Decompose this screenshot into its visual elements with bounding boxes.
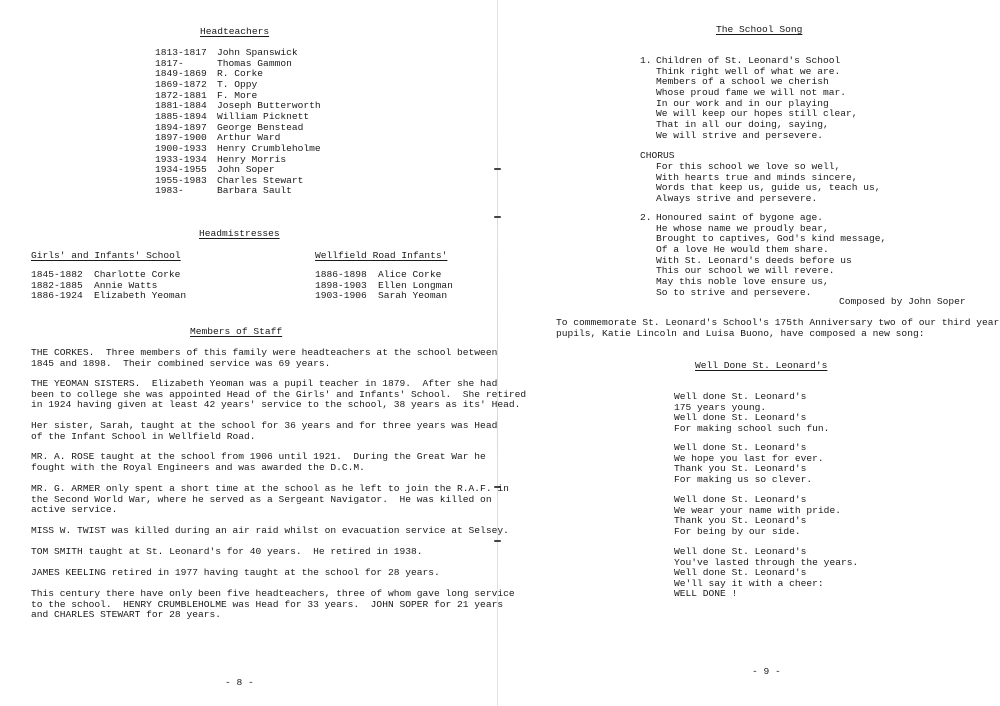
headteacher-name: F. More xyxy=(217,89,258,101)
new-song-line: For making us so clever. xyxy=(674,473,813,485)
new-song-line: Well done St. Leonard's xyxy=(674,442,807,453)
new-song-line: Well done St. Leonard's xyxy=(674,412,807,424)
headmistress-name: Annie Watts xyxy=(94,279,158,291)
new-song-line: For making school such fun. xyxy=(674,422,830,434)
headteacher-name: William Picknett xyxy=(217,110,310,122)
page-number: - 8 - xyxy=(225,677,254,688)
headteacher-name: T. Oppy xyxy=(217,78,258,90)
chorus-line: For this school we love so well, xyxy=(656,161,841,172)
wellfield-heading: Wellfield Road Infants' xyxy=(315,250,448,261)
girls-infants-heading: Girls' and Infants' School xyxy=(31,250,181,261)
headteacher-years: 1900-1933 xyxy=(155,142,207,154)
staff-paragraph-line: 1845 and 1898. Their combined service was 69 years. xyxy=(31,357,331,369)
staff-paragraph-line: THE CORKES. Three members of this family were headteachers at the school between xyxy=(31,347,498,358)
new-song-heading: Well Done St. Leonard's xyxy=(695,360,828,371)
new-song-line: We wear your name with pride. xyxy=(674,504,841,516)
headteacher-years: 1934-1955 xyxy=(155,164,207,176)
headmistress-name: Sarah Yeoman xyxy=(378,290,448,302)
headmistress-years: 1903-1906 xyxy=(315,290,367,302)
song-line: This our school we will revere. xyxy=(656,265,835,277)
chorus-line: Always strive and persevere. xyxy=(656,192,818,204)
headmistress-years: 1886-1898 xyxy=(315,269,367,280)
new-song-line: We hope you last for ever. xyxy=(674,452,824,464)
song-line: Honoured saint of bygone age. xyxy=(656,212,823,223)
headteacher-name: George Benstead xyxy=(217,121,304,133)
headteacher-years: 1894-1897 xyxy=(155,121,207,133)
staff-paragraph-line: Her sister, Sarah, taught at the school for 36 years and for three years was Head xyxy=(31,420,498,431)
song-line: In our work and in our playing xyxy=(656,97,829,109)
staff-paragraph-line: the Second World War, where he served as a Sergeant Navigator. He was killed on xyxy=(31,493,492,505)
new-song-line: Well done St. Leonard's xyxy=(674,546,807,557)
headmistress-years: 1898-1903 xyxy=(315,279,367,291)
headteacher-name: Joseph Butterworth xyxy=(217,100,321,112)
new-song-line: We'll say it with a cheer: xyxy=(674,577,824,589)
chorus-line: With hearts true and minds sincere, xyxy=(656,171,858,183)
headteachers-heading: Headteachers xyxy=(200,26,270,37)
headteacher-years: 1881-1884 xyxy=(155,100,207,112)
headteacher-years: 1817- xyxy=(155,57,184,69)
headmistress-name: Elizabeth Yeoman xyxy=(94,290,187,302)
headteacher-years: 1849-1869 xyxy=(155,68,207,80)
headmistress-years: 1882-1885 xyxy=(31,279,83,291)
headteacher-years: 1955-1983 xyxy=(155,174,207,186)
staff-paragraph-line: active service. xyxy=(31,504,118,516)
new-song-line: You've lasted through the years. xyxy=(674,556,859,568)
headteacher-years: 1933-1934 xyxy=(155,153,207,165)
new-song-line: For being by our side. xyxy=(674,525,801,537)
verse-2-number: 2. xyxy=(640,212,652,223)
staff-paragraph-line: to the school. HENRY CRUMBLEHOLME was Head for 33 years. JOHN SOPER for 21 years xyxy=(31,598,504,610)
staff-paragraph-line: MR. A. ROSE taught at the school from 1906 until 1921. During the Great War he xyxy=(31,451,486,462)
song-line: Of a love He would them share. xyxy=(656,243,829,255)
song-line: With St. Leonard's deeds before us xyxy=(656,254,852,266)
headteacher-name: Henry Morris xyxy=(217,153,287,165)
song-line: Whose proud fame we will not mar. xyxy=(656,86,846,98)
headteacher-years: 1983- xyxy=(155,185,184,197)
new-song-line: Well done St. Leonard's xyxy=(674,494,807,505)
page-number: - 9 - xyxy=(752,666,781,677)
song-line: Think right well of what we are. xyxy=(656,65,841,77)
staff-paragraph-line: MR. G. ARMER only spent a short time at the school as he left to join the R.A.F. in xyxy=(31,483,509,494)
song-line: We will keep our hopes still clear, xyxy=(656,108,858,120)
page-9 xyxy=(498,0,1000,706)
verse-1-number: 1. xyxy=(640,55,652,66)
staff-heading: Members of Staff xyxy=(190,326,283,337)
staff-paragraph-line: in 1924 having given at least 42 years' service to the school, 38 years as its' Head. xyxy=(31,399,521,411)
song-line: Children of St. Leonard's School xyxy=(656,55,841,66)
headmistress-years: 1845-1882 xyxy=(31,269,83,280)
headteacher-years: 1869-1872 xyxy=(155,78,207,90)
song-line: So to strive and persevere. xyxy=(656,286,812,298)
new-song-line: WELL DONE ! xyxy=(674,588,738,600)
composed-by: Composed by John Soper xyxy=(839,296,966,307)
staff-paragraph-line: TOM SMITH taught at St. Leonard's for 40 years. He retired in 1938. xyxy=(31,546,423,557)
staff-paragraph-line: and CHARLES STEWART for 28 years. xyxy=(31,609,221,621)
school-song-heading: The School Song xyxy=(716,24,803,35)
headmistress-name: Charlotte Corke xyxy=(94,269,181,280)
headteacher-name: R. Corke xyxy=(217,68,264,80)
headteacher-years: 1897-1900 xyxy=(155,132,207,144)
song-line: May this noble love ensure us, xyxy=(656,275,829,287)
headmistress-name: Alice Corke xyxy=(378,269,442,280)
headmistress-name: Ellen Longman xyxy=(378,279,453,291)
staff-paragraph-line: THE YEOMAN SISTERS. Elizabeth Yeoman was a pupil teacher in 1879. After she had xyxy=(31,378,498,389)
commemoration-line: pupils, Katie Lincoln and Luisa Buono, have composed a new song: xyxy=(556,327,925,339)
headteacher-name: John Soper xyxy=(217,164,275,176)
headteacher-years: 1885-1894 xyxy=(155,110,207,122)
new-song-line: Thank you St. Leonard's xyxy=(674,515,807,527)
staff-paragraph-line: fought with the Royal Engineers and was awarded the D.C.M. xyxy=(31,461,365,473)
staff-paragraph-line: JAMES KEELING retired in 1977 having taught at the school for 28 years. xyxy=(31,567,440,578)
song-line: Brought to captives, God's kind message, xyxy=(656,233,887,245)
staff-paragraph-line: This century there have only been five headteachers, three of whom gave long service xyxy=(31,588,515,599)
new-song-line: Well done St. Leonard's xyxy=(674,391,807,402)
headteacher-name: Thomas Gammon xyxy=(217,57,292,69)
headteacher-years: 1872-1881 xyxy=(155,89,207,101)
chorus-line: Words that keep us, guide us, teach us, xyxy=(656,182,881,194)
chorus-label: CHORUS xyxy=(640,150,675,161)
new-song-line: Thank you St. Leonard's xyxy=(674,463,807,475)
headmistresses-heading: Headmistresses xyxy=(199,228,280,239)
headteacher-name: Barbara Sault xyxy=(217,185,292,197)
commemoration-line: To commemorate St. Leonard's School's 175th Anniversary two of our third year xyxy=(556,317,1000,328)
headteacher-name: Charles Stewart xyxy=(217,174,304,186)
headteacher-name: John Spanswick xyxy=(217,47,298,58)
headteacher-name: Henry Crumbleholme xyxy=(217,142,321,154)
new-song-line: Well done St. Leonard's xyxy=(674,567,807,579)
staff-paragraph-line: of the Infant School in Wellfield Road. xyxy=(31,430,256,442)
song-line: Members of a school we cherish xyxy=(656,76,829,88)
staff-paragraph-line: been to college she was appointed Head of the Girls' and Infants' School. She retired xyxy=(31,388,527,400)
song-line: We will strive and persevere. xyxy=(656,129,823,141)
new-song-line: 175 years young. xyxy=(674,401,767,413)
headmistress-years: 1886-1924 xyxy=(31,290,83,302)
song-line: That in all our doing, saying, xyxy=(656,118,829,130)
staff-paragraph-line: MISS W. TWIST was killed during an air raid whilst on evacuation service at Selsey. xyxy=(31,525,509,536)
headteacher-name: Arthur Ward xyxy=(217,132,281,144)
song-line: He whose name we proudly bear, xyxy=(656,222,829,234)
headteacher-years: 1813-1817 xyxy=(155,47,207,58)
